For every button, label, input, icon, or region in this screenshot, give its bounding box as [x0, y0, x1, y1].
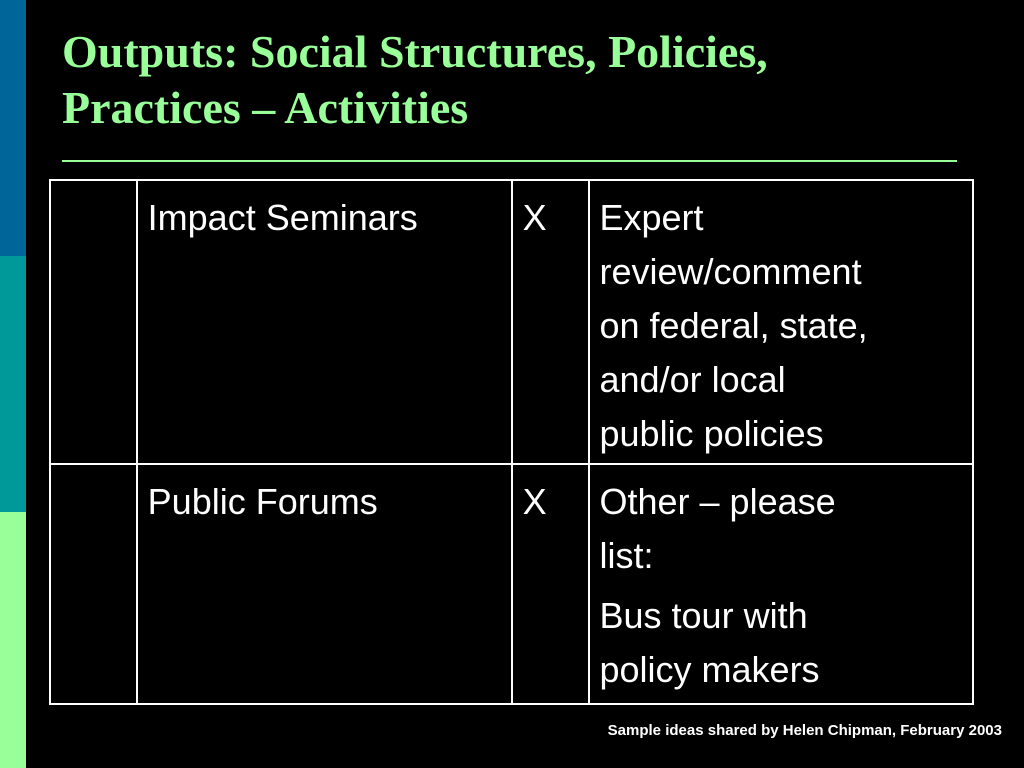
description-line: Other – please	[599, 481, 836, 522]
description-paragraph	[600, 475, 963, 583]
description-line: on federal, state,	[599, 305, 868, 346]
description-line: policy makers	[599, 649, 820, 690]
description-line: list:	[599, 535, 654, 576]
slide-title-line-1: Outputs: Social Structures, Policies,	[62, 26, 768, 77]
table-cell-mark: X	[512, 464, 589, 704]
slide-title	[62, 24, 962, 136]
table-cell-empty	[50, 180, 137, 464]
description-line: review/comment	[599, 251, 862, 292]
activities-table	[49, 179, 974, 705]
side-bar-segment-blue	[0, 0, 26, 256]
side-bar-segment-green	[0, 512, 26, 768]
description-paragraph	[600, 589, 963, 697]
table-cell-activity: Public Forums	[137, 464, 512, 704]
title-underline-rule	[62, 160, 957, 162]
table-cell-mark: X	[512, 180, 589, 464]
footer-credit: Sample ideas shared by Helen Chipman, February 2003	[607, 722, 1002, 739]
table-cell-description	[589, 464, 974, 704]
description-line: Expert	[599, 197, 704, 238]
description-line: and/or local	[599, 359, 786, 400]
side-bar-segment-teal	[0, 256, 26, 512]
slide-title-line-2: Practices – Activities	[62, 82, 469, 133]
description-line: Bus tour with	[599, 595, 808, 636]
table-cell-description	[589, 180, 974, 464]
table-row	[50, 180, 973, 464]
description-line: public policies	[599, 413, 824, 454]
table-cell-activity: Impact Seminars	[137, 180, 512, 464]
table-row	[50, 464, 973, 704]
table-cell-empty	[50, 464, 137, 704]
